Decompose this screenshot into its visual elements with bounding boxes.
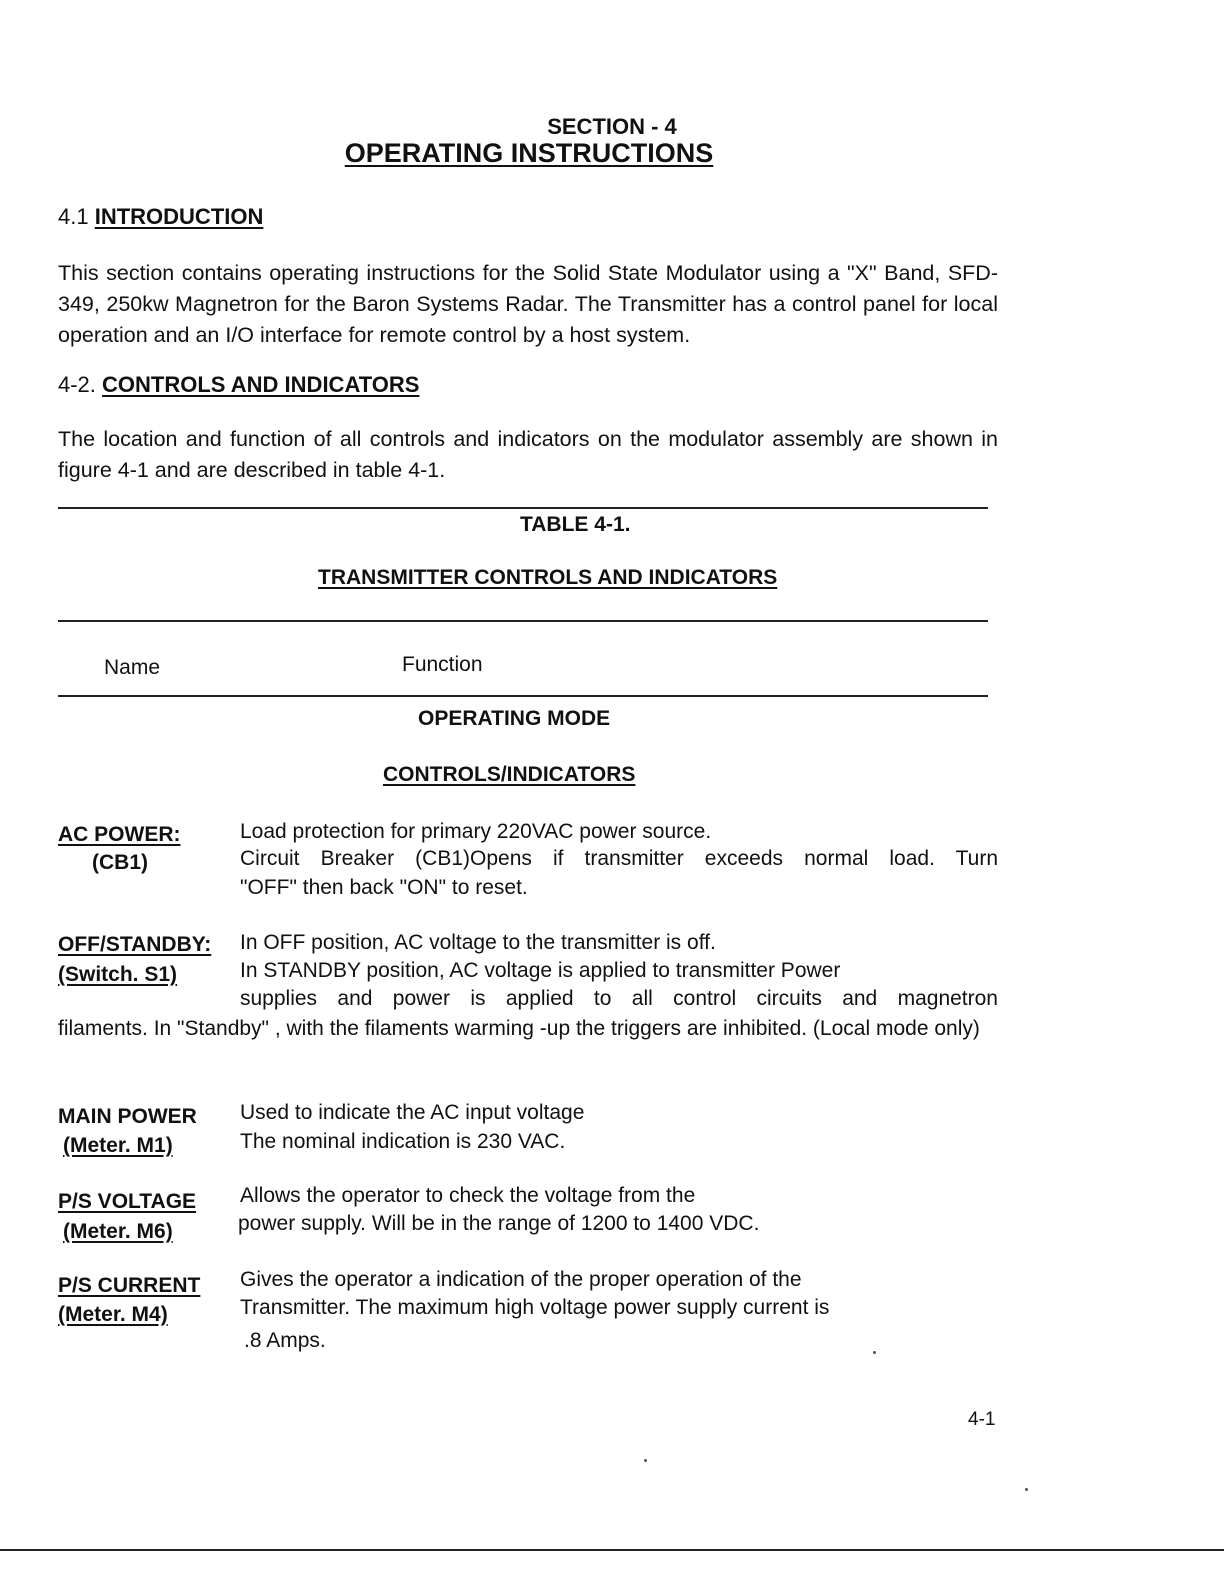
intro-title: INTRODUCTION [94,204,264,229]
entry-sub: (CB1) [92,851,148,874]
entry-name: AC POWER: [58,823,181,846]
table-title-rule [58,620,988,622]
table-title: TRANSMITTER CONTROLS AND INDICATORS [318,566,778,589]
entry-name: OFF/STANDBY: [58,933,212,956]
page-title [0,138,1064,169]
intro-number: 4.1 [58,204,89,229]
entry-sub: (Meter. M6) [63,1220,173,1243]
entry-desc: Load protection for primary 220VAC power source. [240,820,712,843]
controls-heading [58,372,419,398]
entry-sub: (Meter. M4) [58,1303,168,1326]
group-title: OPERATING MODE [418,707,611,730]
section-number: SECTION - 4 [547,114,677,139]
column-header-name: Name [104,656,161,679]
entry-desc: Gives the operator a indication of the proper operation of the [240,1268,802,1291]
table-header-rule [58,695,988,697]
entry-sub: (Meter. M1) [63,1134,173,1157]
intro-heading [58,204,263,230]
controls-paragraph: The location and function of all controls and indicators on the modulator assembly are shown in figure 4-1 and are described in table 4-1. [58,427,998,482]
intro-paragraph: This section contains operating instructions for the Solid State Modulator using a "X" Band, SFD-349, 250kw Magnetron for the Baron Systems Radar. The Transmitter has a control panel for local operation and an I/O interface for remote control by a host system. [58,261,998,347]
entry-desc: Used to indicate the AC input voltage [240,1101,585,1124]
entry-desc: The nominal indication is 230 VAC. [240,1130,566,1153]
entry-name: P/S VOLTAGE [58,1190,197,1213]
entry-desc: In OFF position, AC voltage to the transmitter is off. [240,931,716,954]
scan-edge-line [0,1549,1224,1551]
controls-title: CONTROLS AND INDICATORS [102,372,420,397]
entry-desc: .8 Amps. [244,1329,326,1352]
table-number: TABLE 4-1. [520,513,631,536]
page-title-text: OPERATING INSTRUCTIONS [344,138,714,168]
column-header-function: Function [402,653,483,676]
scan-speck [1025,1488,1028,1491]
scan-speck [873,1351,876,1354]
group-subtitle: CONTROLS/INDICATORS [383,763,636,786]
entry-desc: In STANDBY position, AC voltage is applied to transmitter Power [240,959,841,982]
entry-desc: "OFF" then back "ON" to reset. [240,876,528,899]
entry-desc: Allows the operator to check the voltage from the [240,1184,696,1207]
page-number: 4-1 [968,1409,996,1430]
entry-desc: filaments. In "Standby" , with the filaments warming -up the triggers are inhibited. (Local mode only) [58,1017,980,1040]
entry-sub: (Switch. S1) [58,963,178,986]
table-top-rule [58,507,988,509]
entry-name: MAIN POWER [58,1105,197,1128]
entry-desc: Transmitter. The maximum high voltage power supply current is [240,1296,830,1319]
entry-name: P/S CURRENT [58,1274,201,1297]
controls-number: 4-2. [58,372,96,397]
scan-speck [644,1459,647,1462]
entry-desc: supplies and power is applied to all control circuits and magnetron [240,987,998,1010]
entry-desc: power supply. Will be in the range of 1200 to 1400 VDC. [238,1212,760,1235]
entry-desc: Circuit Breaker (CB1)Opens if transmitter exceeds normal load. Turn [240,847,998,870]
